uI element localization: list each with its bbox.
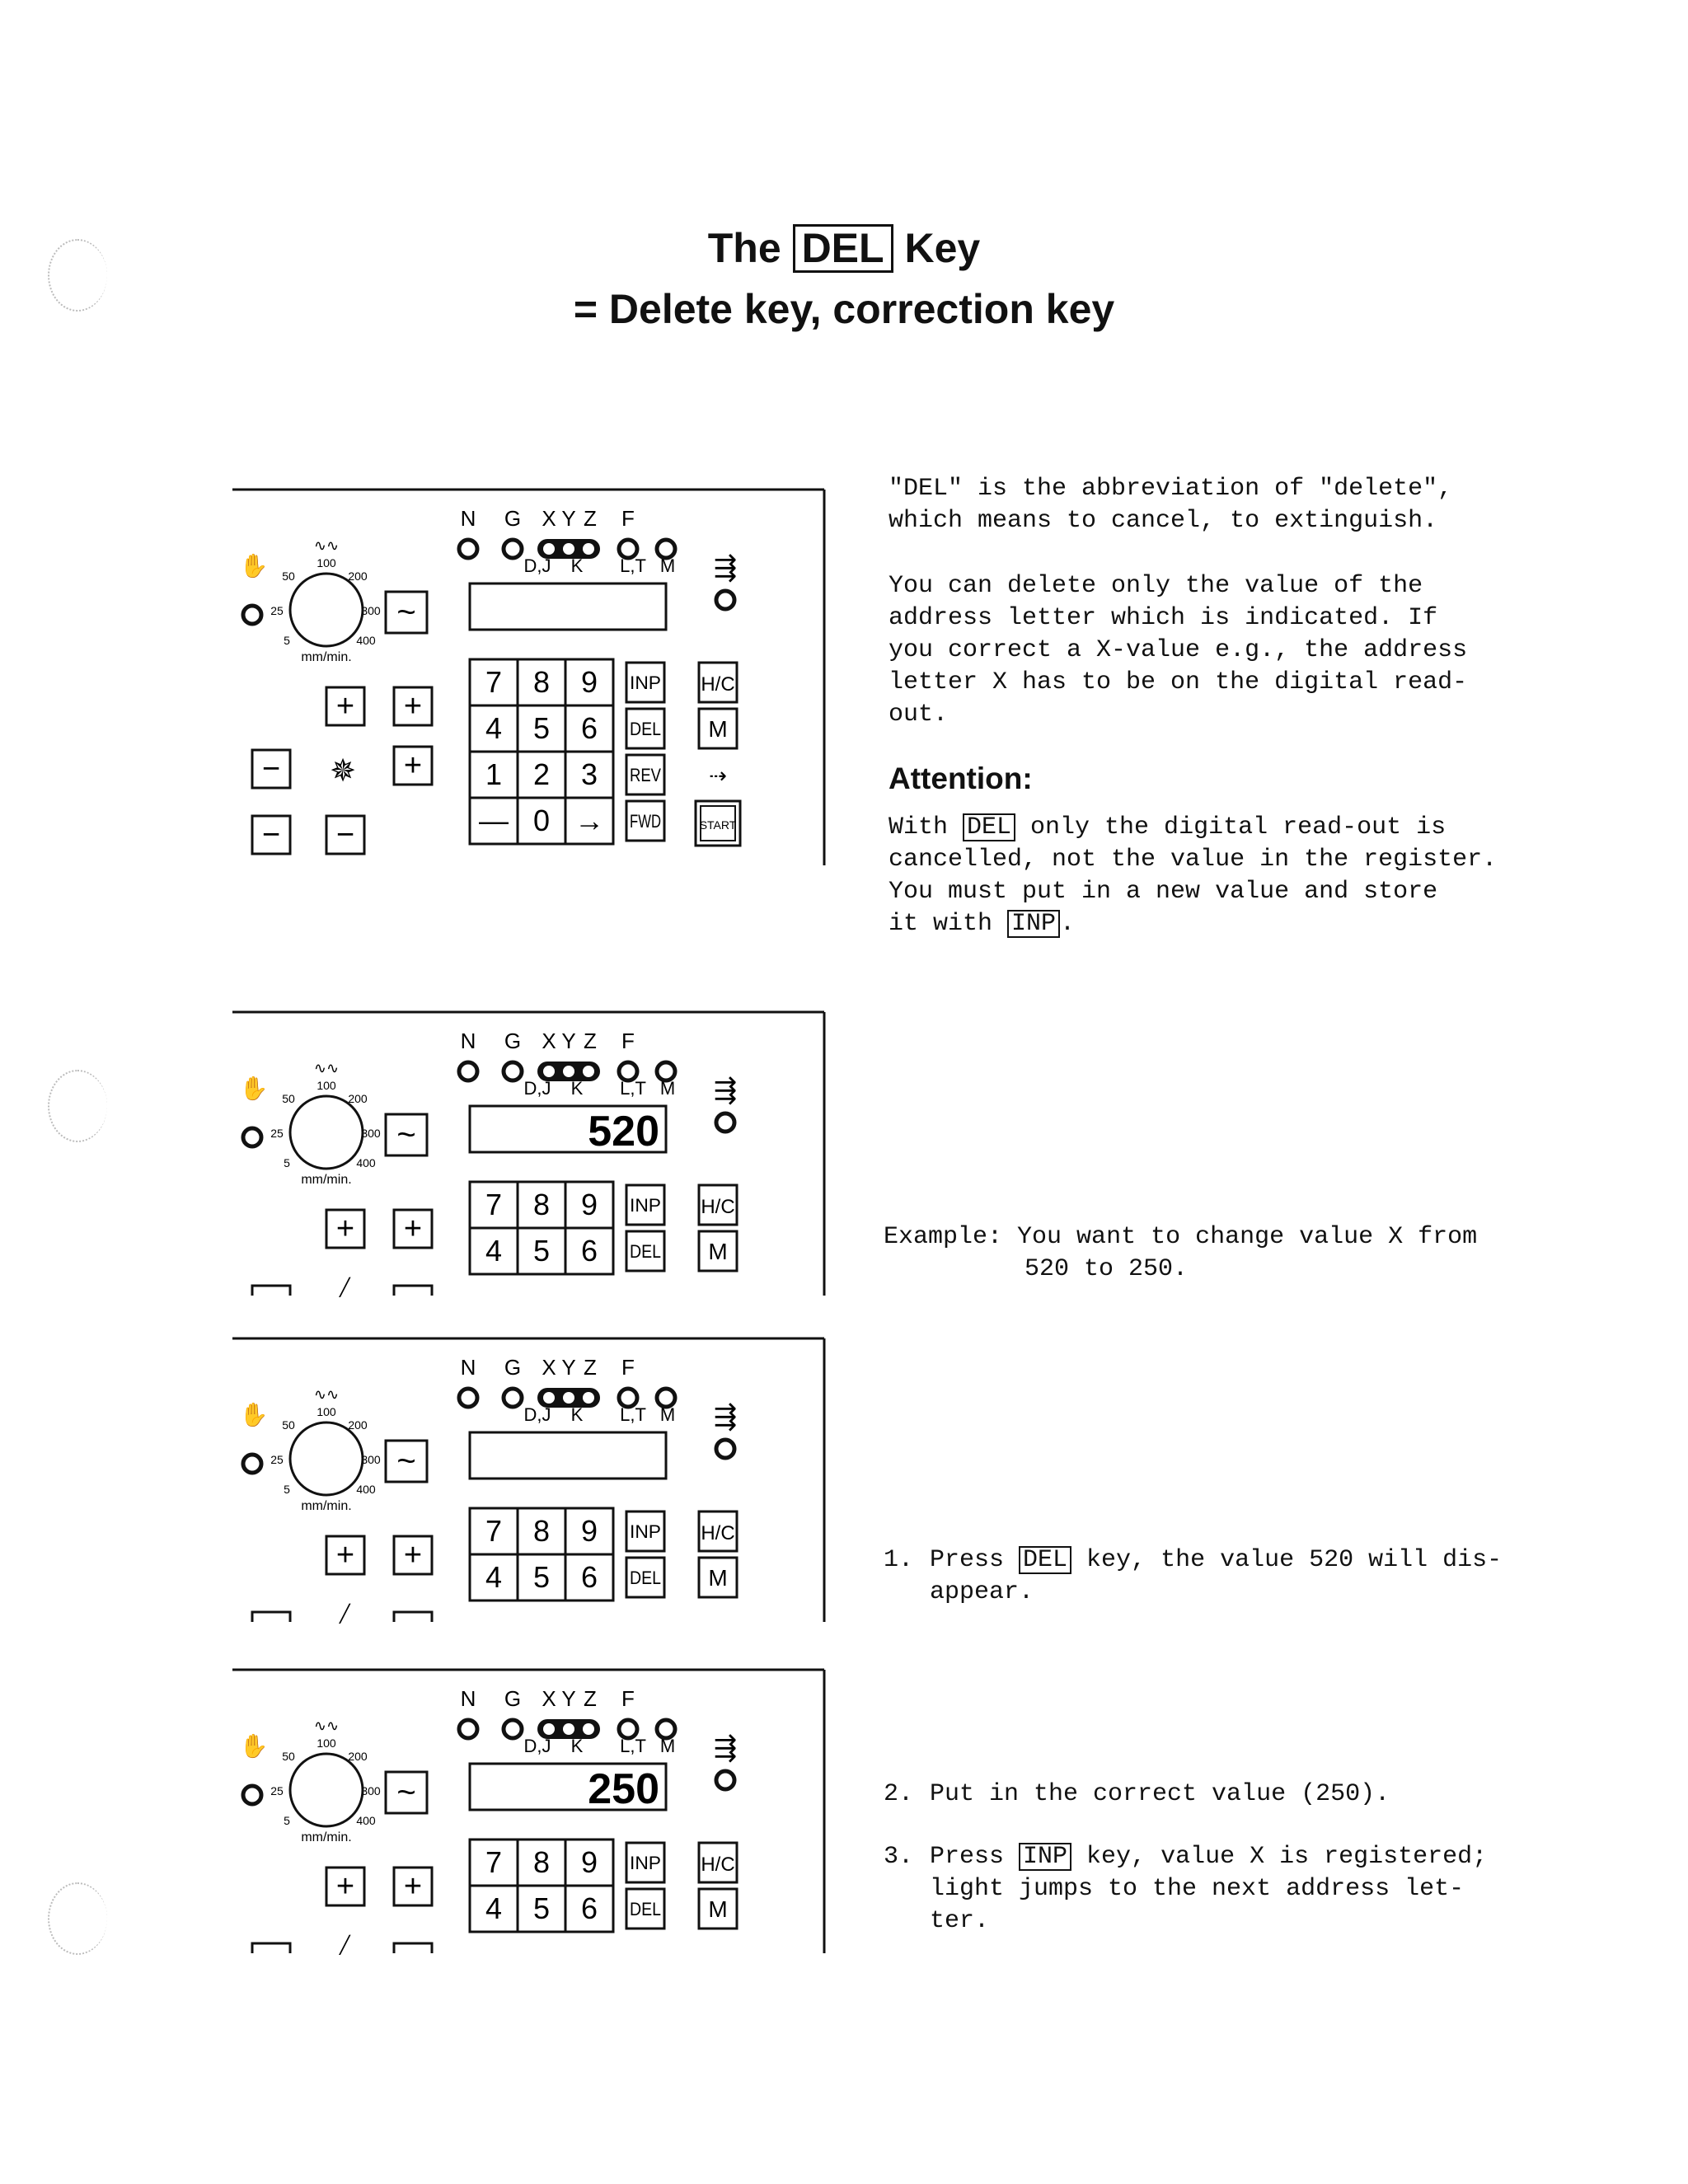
address-letter-F: F (621, 506, 635, 531)
del-key-inline: DEL (963, 813, 1015, 841)
feed-scale-label: 400 (356, 1156, 376, 1169)
digit-key-label: → (574, 804, 604, 837)
address-letter-G: G (504, 1355, 522, 1380)
feed-scale-label: 5 (284, 1483, 290, 1496)
program-arrow-icon: ⇶ (713, 1401, 738, 1432)
address-sub-label: D,J (523, 1736, 551, 1756)
control-panel-readout-520 (223, 1001, 841, 1297)
address-sub-label: K (570, 1404, 584, 1425)
xyz-led (583, 1392, 594, 1404)
address-letter-Z: Z (584, 1686, 597, 1711)
hc-key-label: H/C (701, 1522, 735, 1544)
feed-unit-label: mm/min. (301, 650, 352, 664)
address-letter-X: X (542, 1686, 556, 1711)
feed-wave-icon: ∿∿ (313, 537, 340, 554)
xyz-led (583, 1066, 594, 1077)
function-key-label: DEL (630, 1568, 661, 1588)
xyz-led (563, 543, 574, 555)
step-1: 1. Press DEL key, the value 520 will dis- appear. (884, 1546, 1503, 1606)
jog-plus-key-label: + (403, 1538, 423, 1572)
control-panel-readout-250 (223, 1658, 841, 1955)
digit-key-label: 9 (580, 1845, 598, 1879)
feed-led (243, 1786, 261, 1804)
m-key-label: M (708, 1896, 728, 1922)
punch-hole-mark (48, 1882, 107, 1955)
feed-override-knob (290, 1754, 363, 1826)
hc-key-label: H/C (701, 1196, 735, 1218)
punch-hole-mark (48, 1070, 107, 1142)
feed-scale-label: 50 (282, 569, 295, 583)
feed-wave-icon: ∿∿ (313, 1386, 340, 1403)
address-led (459, 1389, 477, 1407)
jog-key-partial (394, 1286, 432, 1296)
xyz-led (563, 1723, 574, 1735)
feed-scale-label: 100 (316, 556, 336, 569)
jog-minus-key-label: − (335, 818, 355, 852)
intro-paragraph: "DEL" is the abbreviation of "delete", which means to cancel, to extinguish. (889, 475, 1453, 535)
address-letter-Y: Y (561, 1686, 576, 1711)
feed-scale-label: 200 (348, 1418, 368, 1432)
feed-scale-label: 50 (282, 1092, 295, 1105)
jog-plus-key-label: + (403, 748, 423, 783)
program-led (716, 1113, 734, 1132)
digital-readout (470, 583, 666, 630)
digit-key-label: 6 (580, 1234, 598, 1268)
feed-scale-label: 100 (316, 1079, 336, 1092)
feed-scale-label: 5 (284, 1814, 290, 1827)
jog-key-partial (252, 1612, 290, 1622)
jog-key-partial (394, 1943, 432, 1953)
axes-icon-partial: ╱ (339, 1935, 350, 1955)
feed-led (243, 1455, 261, 1473)
digit-key-label: 7 (485, 1514, 503, 1548)
digit-key-label: 6 (580, 1891, 598, 1925)
digit-key-label: 4 (485, 1234, 503, 1268)
feed-led (243, 1128, 261, 1146)
function-key-label: REV (630, 765, 662, 785)
address-sub-label: K (570, 1736, 584, 1756)
digit-key-label: 4 (485, 711, 503, 745)
jog-key-partial (252, 1286, 290, 1296)
coolant-key-label: ~ (396, 1443, 416, 1479)
address-letter-F: F (621, 1355, 635, 1380)
feed-scale-label: 200 (348, 1750, 368, 1763)
address-letter-F: F (621, 1029, 635, 1053)
program-led (716, 1771, 734, 1789)
feed-scale-label: 50 (282, 1418, 295, 1432)
xyz-led (543, 1066, 555, 1077)
page-subtitle: = Delete key, correction key (573, 286, 1115, 332)
address-letter-N: N (460, 1686, 476, 1711)
hand-icon: ✋ (239, 1402, 269, 1427)
digit-key-label: 1 (485, 757, 503, 791)
attention-paragraph: With DEL only the digital read-out is cancelled, not the value in the register. You must put in a new value and store it with INP . (889, 813, 1498, 938)
address-paragraph: You can delete only the value of the address letter which is indicated. If you correct a X-value e.g., the address letter X has to be on the digital read- out. (889, 572, 1468, 729)
del-key-label: DEL (793, 224, 893, 273)
jog-plus-key-label: + (403, 689, 423, 724)
address-letter-Z: Z (584, 506, 597, 531)
address-letter-G: G (504, 1029, 522, 1053)
digit-key-label: 4 (485, 1560, 503, 1594)
function-key-label: DEL (630, 719, 661, 739)
address-led (504, 1720, 522, 1738)
address-sub-label: L,T (620, 1404, 646, 1425)
hc-key-label: H/C (701, 673, 735, 696)
jog-plus-key-label: + (335, 1538, 355, 1572)
control-panel-readout-blank (223, 1327, 841, 1624)
digital-readout (470, 1432, 666, 1479)
address-letter-G: G (504, 1686, 522, 1711)
example-text: Example: You want to change value X from 520 to 250. (884, 1223, 1478, 1283)
feed-override-knob (290, 1422, 363, 1495)
address-sub-label: D,J (523, 1078, 551, 1099)
digit-key-label: 6 (580, 1560, 598, 1594)
feed-scale-label: 5 (284, 634, 290, 647)
axes-icon-partial: ╱ (339, 1277, 350, 1297)
digit-key-label: 9 (580, 1188, 598, 1221)
feed-led (243, 606, 261, 624)
jog-plus-key-label: + (335, 1212, 355, 1246)
address-letter-N: N (460, 1029, 476, 1053)
axes-icon: ✵ (330, 754, 356, 789)
address-letter-Y: Y (561, 1355, 576, 1380)
feed-wave-icon: ∿∿ (313, 1060, 340, 1076)
function-key-label: INP (630, 1521, 661, 1542)
feed-scale-label: 200 (348, 1092, 368, 1105)
address-letter-Z: Z (584, 1029, 597, 1053)
address-sub-label: K (570, 1078, 584, 1099)
feed-scale-label: 400 (356, 1483, 376, 1496)
address-letter-Y: Y (561, 506, 576, 531)
address-letter-N: N (460, 506, 476, 531)
feed-scale-label: 200 (348, 569, 368, 583)
digit-key-label: 5 (532, 1234, 551, 1268)
program-arrow-icon: ⇶ (713, 1075, 738, 1106)
digit-key-label: 6 (580, 711, 598, 745)
feed-override-knob (290, 574, 363, 646)
feed-unit-label: mm/min. (301, 1499, 352, 1513)
address-led (504, 1062, 522, 1080)
digit-key-label: 0 (532, 804, 551, 837)
attention-heading: Attention: (889, 762, 1033, 795)
address-sub-label: K (570, 555, 584, 576)
feed-unit-label: mm/min. (301, 1830, 352, 1844)
feed-scale-label: 50 (282, 1750, 295, 1763)
address-sub-label: D,J (523, 1404, 551, 1425)
digit-key-label: 8 (532, 1845, 551, 1879)
xyz-led (543, 1392, 555, 1404)
feed-scale-label: 300 (361, 1127, 381, 1140)
coolant-key-label: ~ (396, 1117, 416, 1153)
m-key-label: M (708, 1565, 728, 1591)
digit-key-label: 8 (532, 1514, 551, 1548)
inp-key-inline: INP (1007, 910, 1060, 938)
address-led (459, 1062, 477, 1080)
start-key-label: START (699, 818, 737, 832)
feed-scale-label: 300 (361, 1784, 381, 1797)
function-key-label: INP (630, 1195, 661, 1216)
digit-key-label: 5 (532, 711, 551, 745)
feed-scale-label: 100 (316, 1736, 336, 1750)
function-key-label: DEL (630, 1241, 661, 1262)
program-arrow-icon: ⇶ (713, 1732, 738, 1764)
address-sub-label: M (659, 1404, 676, 1425)
digit-key-label: 5 (532, 1560, 551, 1594)
feed-wave-icon: ∿∿ (313, 1718, 340, 1734)
hand-icon: ✋ (239, 1733, 269, 1759)
page-title: The DEL Key (707, 225, 981, 271)
feed-scale-label: 25 (270, 1127, 284, 1140)
xyz-led (543, 543, 555, 555)
feed-scale-label: 100 (316, 1405, 336, 1418)
feed-scale-label: 400 (356, 634, 376, 647)
feed-scale-label: 25 (270, 1453, 284, 1466)
address-sub-label: L,T (620, 1736, 646, 1756)
address-letter-G: G (504, 506, 522, 531)
feed-scale-label: 5 (284, 1156, 290, 1169)
xyz-led (583, 543, 594, 555)
feed-scale-label: 300 (361, 604, 381, 617)
address-letter-F: F (621, 1686, 635, 1711)
digit-key-label: 4 (485, 1891, 503, 1925)
address-letter-Z: Z (584, 1355, 597, 1380)
inp-key-inline: INP (1019, 1843, 1071, 1871)
readout-value: 250 (588, 1765, 659, 1813)
address-sub-label: L,T (620, 1078, 646, 1099)
hc-key-label: H/C (701, 1854, 735, 1876)
address-sub-label: D,J (523, 555, 551, 576)
xyz-led (543, 1723, 555, 1735)
feed-scale-label: 400 (356, 1814, 376, 1827)
xyz-led (563, 1066, 574, 1077)
digit-key-label: 3 (580, 757, 598, 791)
control-panel-full (223, 478, 841, 874)
m-key-label: M (708, 716, 728, 742)
block-icon: ⇢ (709, 763, 727, 788)
hand-icon: ✋ (239, 1076, 269, 1101)
m-key-label: M (708, 1239, 728, 1264)
step-3: 3. Press INP key, value X is registered; light jumps to the next address let- ter. (884, 1843, 1488, 1935)
function-key-label: DEL (630, 1899, 661, 1919)
jog-plus-key-label: + (335, 689, 355, 724)
address-sub-label: L,T (620, 555, 646, 576)
feed-unit-label: mm/min. (301, 1173, 352, 1187)
feed-scale-label: 25 (270, 604, 284, 617)
axes-icon-partial: ╱ (339, 1604, 350, 1624)
jog-plus-key-label: + (403, 1212, 423, 1246)
digit-key-label: 2 (532, 757, 551, 791)
jog-minus-key-label: − (261, 818, 281, 852)
readout-value: 520 (588, 1108, 659, 1155)
address-sub-label: M (659, 1078, 676, 1099)
address-letter-Y: Y (561, 1029, 576, 1053)
function-key-label: INP (630, 1853, 661, 1873)
hand-icon: ✋ (239, 553, 269, 579)
address-led (459, 1720, 477, 1738)
address-letter-X: X (542, 1355, 556, 1380)
digit-key-label: 5 (532, 1891, 551, 1925)
program-led (716, 1440, 734, 1458)
address-led (504, 540, 522, 558)
address-sub-label: M (659, 1736, 676, 1756)
digit-key-label: 7 (485, 1188, 503, 1221)
address-led (459, 540, 477, 558)
feed-override-knob (290, 1096, 363, 1169)
coolant-key-label: ~ (396, 1774, 416, 1811)
function-key-label: FWD (630, 811, 661, 832)
digit-key-label: 9 (580, 665, 598, 699)
address-letter-X: X (542, 506, 556, 531)
step-2: 2. Put in the correct value (250). (884, 1780, 1390, 1808)
digit-key-label: 9 (580, 1514, 598, 1548)
xyz-led (583, 1723, 594, 1735)
xyz-led (563, 1392, 574, 1404)
digit-key-label: 7 (485, 665, 503, 699)
coolant-key-label: ~ (396, 594, 416, 630)
jog-plus-key-label: + (335, 1869, 355, 1904)
del-key-inline: DEL (1019, 1546, 1071, 1574)
feed-scale-label: 25 (270, 1784, 284, 1797)
address-letter-N: N (460, 1355, 476, 1380)
function-key-label: INP (630, 673, 661, 693)
digit-key-label: 8 (532, 1188, 551, 1221)
address-sub-label: M (659, 555, 676, 576)
punch-hole-mark (48, 239, 107, 312)
jog-plus-key-label: + (403, 1869, 423, 1904)
jog-key-partial (394, 1612, 432, 1622)
program-led (716, 591, 734, 609)
jog-key-partial (252, 1943, 290, 1953)
jog-minus-key-label: − (261, 752, 281, 786)
feed-scale-label: 300 (361, 1453, 381, 1466)
address-letter-X: X (542, 1029, 556, 1053)
digit-key-label: 7 (485, 1845, 503, 1879)
program-arrow-icon: ⇶ (713, 552, 738, 583)
digit-key-label: — (479, 804, 509, 837)
address-led (504, 1389, 522, 1407)
digit-key-label: 8 (532, 665, 551, 699)
